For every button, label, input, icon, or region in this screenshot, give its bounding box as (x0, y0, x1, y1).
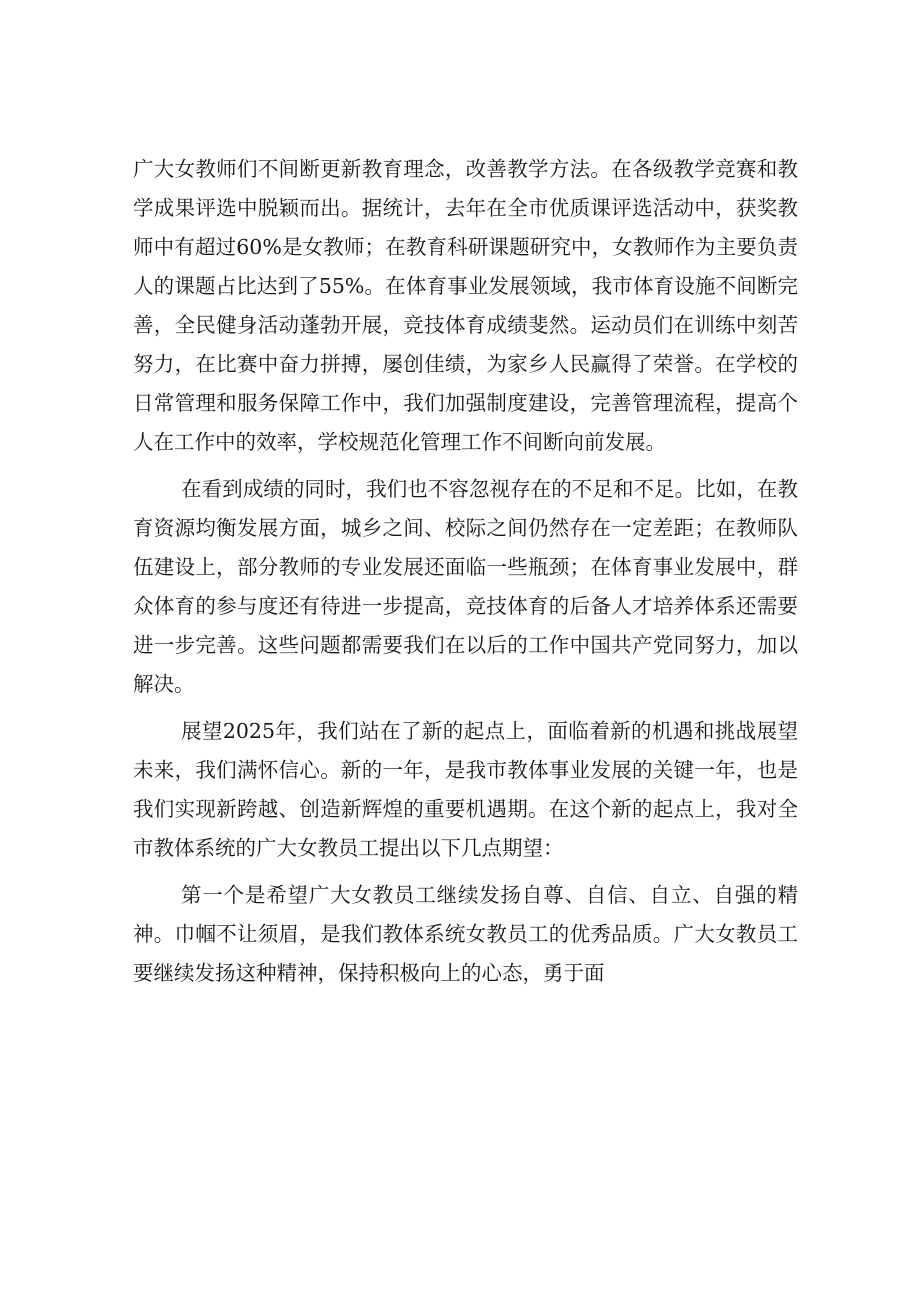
paragraph-achievements: 广大女教师们不间断更新教育理念，改善教学方法。在各级教学竞赛和教学成果评选中脱颖而出。据统计，去年在全市优质课评选活动中，获奖教师中有超过60%是女教师；在教育科研课题研究中，女教师作为主要负责人的课题占比达到了55%。在体育事业发展领域，我市体育设施不间断完善，全民健身活动蓬勃开展，竞技体育成绩斐然。运动员们在训练中刻苦努力，在比赛中奋力拼搏，屡创佳绩，为家乡人民赢得了荣誉。在学校的日常管理和服务保障工作中，我们加强制度建设，完善管理流程，提高个人在工作中的效率，学校规范化管理工作不间断向前发展。 (133, 157, 798, 454)
paragraph-outlook-2025: 展望2025年，我们站在了新的起点上，面临着新的机遇和挑战展望未来，我们满怀信心。新的一年，是我市教体事业发展的关键一年，也是我们实现新跨越、创造新辉煌的重要机遇期。在这个新的起点上，我对全市教体系统的广大女教员工提出以下几点期望： (133, 719, 798, 860)
paragraph-expectation-one: 第一个是希望广大女教员工继续发扬自尊、自信、自立、自强的精神。巾帼不让须眉，是我们教体系统女教员工的优秀品质。广大女教员工要继续发扬这种精神，保持积极向上的心态，勇于面 (133, 883, 798, 985)
paragraph-shortcomings: 在看到成绩的同时，我们也不容忽视存在的不足和不足。比如，在教育资源均衡发展方面，城乡之间、校际之间仍然存在一定差距；在教师队伍建设上，部分教师的专业发展还面临一些瓶颈；在体育事业发展中，群众体育的参与度还有待进一步提高，竞技体育的后备人才培养体系还需要进一步完善。这些问题都需要我们在以后的工作中国共产党同努力，加以解决。 (133, 477, 798, 696)
document-body (133, 150, 798, 1001)
